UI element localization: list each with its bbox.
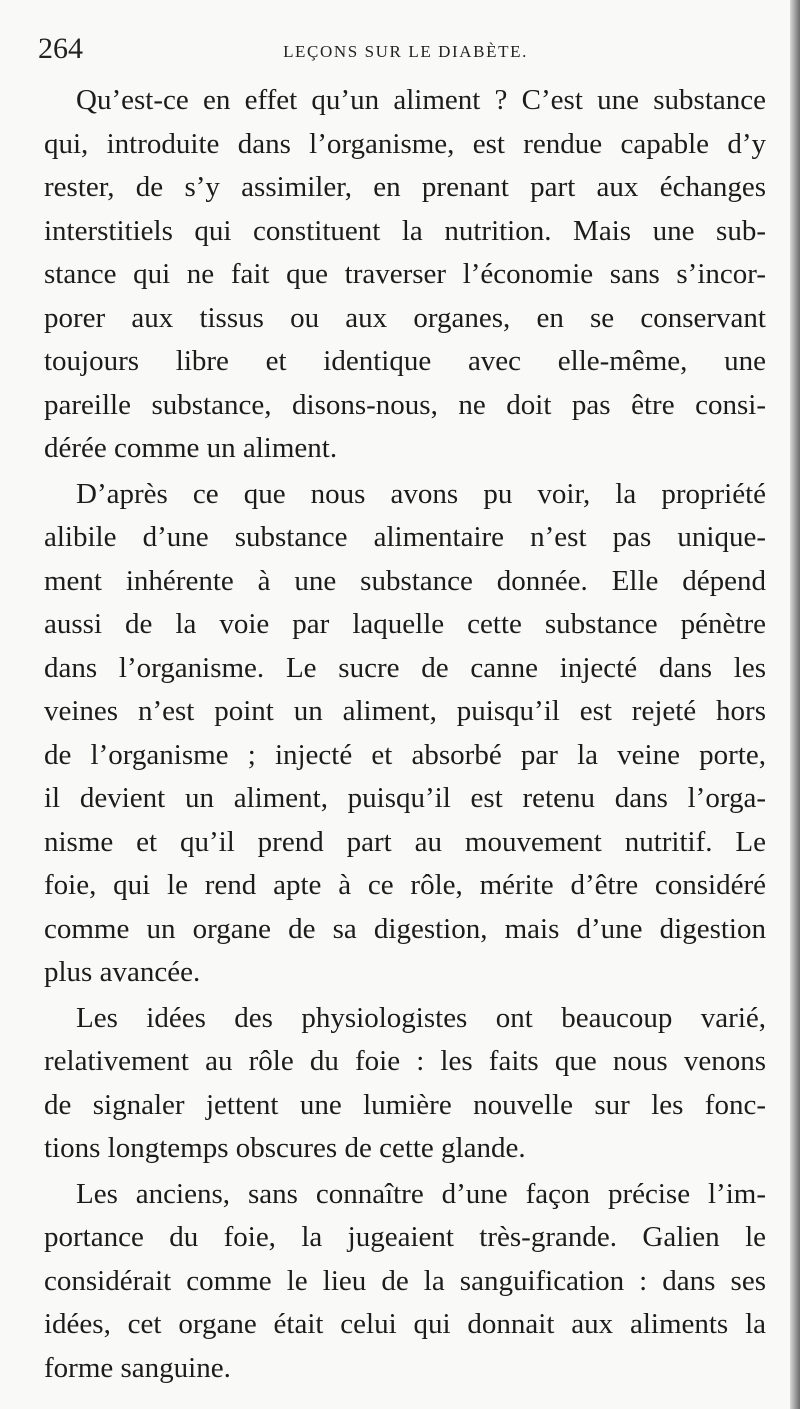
body-text (44, 79, 766, 1392)
text-line: relativement au rôle du foie : les faits que nous venons (44, 1045, 766, 1077)
text-line: interstitiels qui constituent la nutrition. Mais une sub- (44, 214, 766, 247)
paragraph-3 (44, 997, 766, 1171)
text-line: rester, de s’y assimiler, en prenant part aux échanges (44, 171, 766, 203)
text-line: aussi de la voie par laquelle cette substance pénètre (44, 608, 766, 640)
text-line: de signaler jettent une lumière nouvelle sur les fonc- (44, 1088, 766, 1121)
text-line: pareille substance, disons-nous, ne doit pas être consi- (44, 388, 766, 421)
text-line: Les idées des physiologistes ont beaucoup varié, (76, 1001, 766, 1034)
page-edge-shadow (790, 0, 800, 1409)
text-line: Les anciens, sans connaître d’une façon précise l’im- (76, 1177, 766, 1210)
text-line: dérée comme un aliment. (44, 432, 338, 464)
text-line: D’après ce que nous avons pu voir, la propriété (76, 477, 766, 510)
text-line: qui, introduite dans l’organisme, est rendue capable d’y (44, 127, 766, 160)
page-number: 264 (38, 32, 83, 65)
text-line: il devient un aliment, puisqu’il est retenu dans l’orga- (44, 782, 766, 814)
text-line: plus avancée. (44, 956, 201, 988)
text-line: ment inhérente à une substance donnée. Elle dépend (44, 564, 766, 597)
page-header (38, 34, 773, 64)
text-line: idées, cet organe était celui qui donnait aux aliments la (44, 1308, 766, 1340)
text-line: foie, qui le rend apte à ce rôle, mérite d’être considéré (44, 869, 766, 901)
text-line: Qu’est-ce en effet qu’un aliment ? C’est une substance (76, 84, 766, 116)
text-line: veines n’est point un aliment, puisqu’il est rejeté hors (44, 695, 766, 727)
text-line: comme un organe de sa digestion, mais d’une digestion (44, 912, 766, 945)
text-line: forme sanguine. (44, 1351, 231, 1384)
text-line: alibile d’une substance alimentaire n’est pas unique- (44, 521, 766, 553)
running-title: LEÇONS SUR LE DIABÈTE. (283, 42, 528, 61)
text-line: de l’organisme ; injecté et absorbé par la veine porte, (44, 738, 766, 771)
paragraph-4 (44, 1173, 766, 1391)
paragraph-2 (44, 473, 766, 995)
text-line: dans l’organisme. Le sucre de canne injecté dans les (44, 651, 766, 684)
paragraph-1 (44, 79, 766, 471)
text-line: portance du foie, la jugeaient très-grande. Galien le (44, 1221, 766, 1253)
text-line: tions longtemps obscures de cette glande. (44, 1132, 526, 1164)
text-line: considérait comme le lieu de la sanguification : dans ses (44, 1264, 766, 1297)
text-line: porer aux tissus ou aux organes, en se conservant (44, 301, 766, 334)
text-line: nisme et qu’il prend part au mouvement nutritif. Le (44, 825, 766, 858)
text-line: stance qui ne fait que traverser l’économie sans s’incor- (44, 258, 766, 290)
text-line: toujours libre et identique avec elle-même, une (44, 345, 766, 377)
